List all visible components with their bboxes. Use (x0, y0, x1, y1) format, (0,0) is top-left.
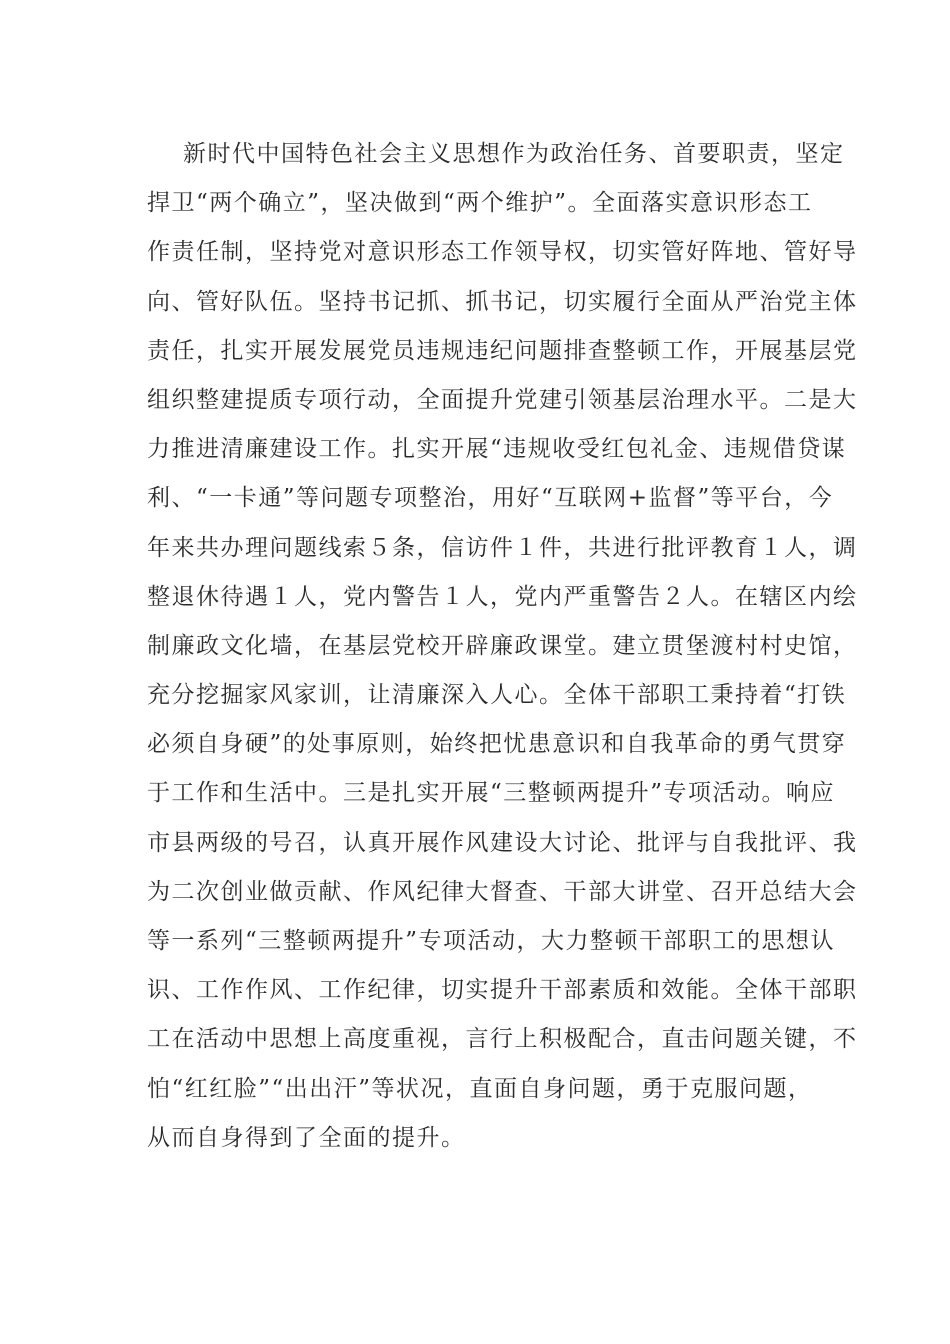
text-line: 新时代中国特色社会主义思想作为政治任务、首要职责，坚定 (183, 141, 845, 167)
text-line: 年来共办理问题线索５条，信访件１件，共进行批评教育１人，调 (147, 534, 858, 561)
text-line: 力推进清廉建设工作。扎实开展“违规收受红包礼金、违规借贷谋 (147, 436, 847, 463)
text-line: 必须自身硬”的处事原则，始终把忧患意识和自我革命的勇气贯穿 (147, 731, 847, 758)
text-line: 于工作和生活中。三是扎实开展“三整顿两提升”专项活动。响应 (147, 780, 836, 807)
text-line: 识、工作作风、工作纪律，切实提升干部素质和效能。全体干部职 (147, 977, 858, 1004)
text-line: 充分挖掘家风家训，让清廉深入人心。全体干部职工秉持着“打铁 (147, 682, 847, 709)
text-line: 利、“一卡通”等问题专项整治，用好“互联网+监督”等平台，今 (147, 485, 834, 512)
text-line: 怕“红红脸”“出出汗”等状况，直面自身问题，勇于克服问题， (147, 1075, 813, 1102)
text-line: 组织整建提质专项行动，全面提升党建引领基层治理水平。二是大 (147, 386, 858, 413)
text-line: 作责任制，坚持党对意识形态工作领导权，切实管好阵地、管好导 (147, 239, 858, 266)
text-line: 等一系列“三整顿两提升”专项活动，大力整顿干部职工的思想认 (147, 928, 836, 954)
text-line: 从而自身得到了全面的提升。 (147, 1124, 466, 1151)
text-line: 向、管好队伍。坚持书记抓、抓书记，切实履行全面从严治党主体 (147, 288, 858, 315)
text-line: 捍卫“两个确立”，坚决做到“两个维护”。全面落实意识形态工 (147, 190, 813, 217)
body-paragraph (147, 130, 858, 1163)
text-line: 责任，扎实开展发展党员违规违纪问题排查整顿工作，开展基层党 (147, 337, 858, 364)
text-line: 制廉政文化墙，在基层党校开辟廉政课堂。建立贯堡渡村村史馆， (147, 632, 858, 659)
text-line: 市县两级的号召，认真开展作风建设大讨论、批评与自我批评、我 (147, 829, 858, 856)
text-line: 工在活动中思想上高度重视，言行上积极配合，直击问题关键，不 (147, 1026, 858, 1053)
text-line: 为二次创业做贡献、作风纪律大督查、干部大讲堂、召开总结大会 (147, 878, 858, 905)
text-line: 整退休待遇１人，党内警告１人，党内严重警告２人。在辖区内绘 (147, 583, 858, 610)
